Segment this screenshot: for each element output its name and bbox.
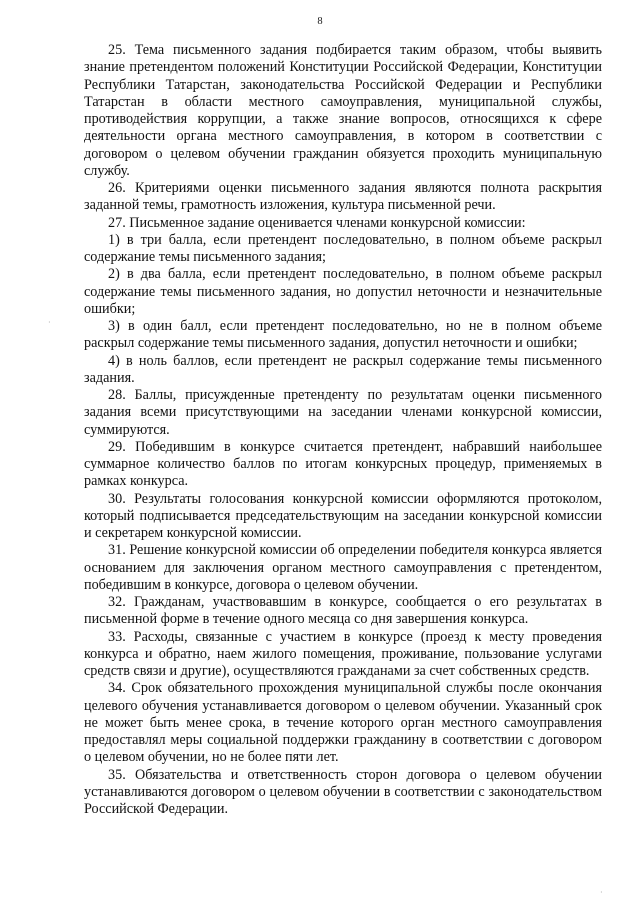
scan-speck: · <box>48 318 51 327</box>
scan-speck: · <box>600 888 603 897</box>
paragraph-27-item-2: 2) в два балла, если претендент последовательно, в полном объеме раскрыл содержание темы письменного задания, но допустил неточности и незначительные ошибки; <box>84 266 602 317</box>
paragraph-26: 26. Критериями оценки письменного задания являются полнота раскрытия заданной темы, грамотность изложения, культура письменной речи. <box>84 180 602 214</box>
paragraph-27-item-1: 1) в три балла, если претендент последовательно, в полном объеме раскрыл содержание темы письменного задания; <box>84 231 602 265</box>
paragraph-27-item-3: 3) в один балл, если претендент последовательно, но не в полном объеме раскрыл содержание темы письменного задания, допустил неточности и ошибки; <box>84 318 602 352</box>
page-number: 8 <box>317 16 323 27</box>
paragraph-25: 25. Тема письменного задания подбирается таким образом, чтобы выявить знание претендентом положений Конституции Российской Федерации, Конституции Республики Татарстан, законодательства Российской Федерации и Республики Татарстан в области местного самоуправления, муниципальной службы, противодействия коррупции, а также знание вопросов, относящихся к сфере деятельности органа местного самоуправления, в котором в соответствии с договором о целевом обучении гражданин обязуется проходить муниципальную службу. <box>84 42 602 179</box>
paragraph-27: 27. Письменное задание оценивается членами конкурсной комиссии: <box>108 214 526 231</box>
paragraph-30: 30. Результаты голосования конкурсной комиссии оформляются протоколом, который подписывается председательствующим на заседании конкурсной комиссии и секретарем конкурсной комиссии. <box>84 490 602 541</box>
paragraph-29: 29. Победившим в конкурсе считается претендент, набравший наибольшее суммарное количество баллов по итогам конкурсных процедур, применяемых в рамках конкурса. <box>84 438 602 490</box>
paragraph-28: 28. Баллы, присужденные претенденту по результатам оценки письменного задания всеми присутствующими на заседании членами конкурсной комиссии, суммируются. <box>84 387 602 438</box>
paragraph-35: 35. Обязательства и ответственность сторон договора о целевом обучении устанавливаются договором о целевом обучении в соответствии с законодательством Российской Федерации. <box>84 766 602 817</box>
paragraph-31: 31. Решение конкурсной комиссии об определении победителя конкурса является основанием для заключения органом местного самоуправления с претендентом, победившим в конкурсе, договора о целевом обучении. <box>84 542 602 593</box>
paragraph-34: 34. Срок обязательного прохождения муниципальной службы после окончания целевого обучения устанавливается договором о целевом обучении. Указанный срок не может быть менее срока, в течение которого орган местного самоуправления предоставлял меры социальной поддержки гражданину в соответствии с договором о целевом обучении, но не более пяти лет. <box>84 680 602 766</box>
document-text <box>84 42 602 818</box>
paragraph-33: 33. Расходы, связанные с участием в конкурсе (проезд к месту проведения конкурса и обратно, наем жилого помещения, проживание, пользование услугами средств связи и другие), осуществляются гражданами за счет собственных средств. <box>84 628 602 679</box>
paragraph-32: 32. Гражданам, участвовавшим в конкурсе, сообщается о его результатах в письменной форме в течение одного месяца со дня завершения конкурса. <box>84 594 602 628</box>
paragraph-27-item-4: 4) в ноль баллов, если претендент не раскрыл содержание темы письменного задания. <box>84 352 602 386</box>
